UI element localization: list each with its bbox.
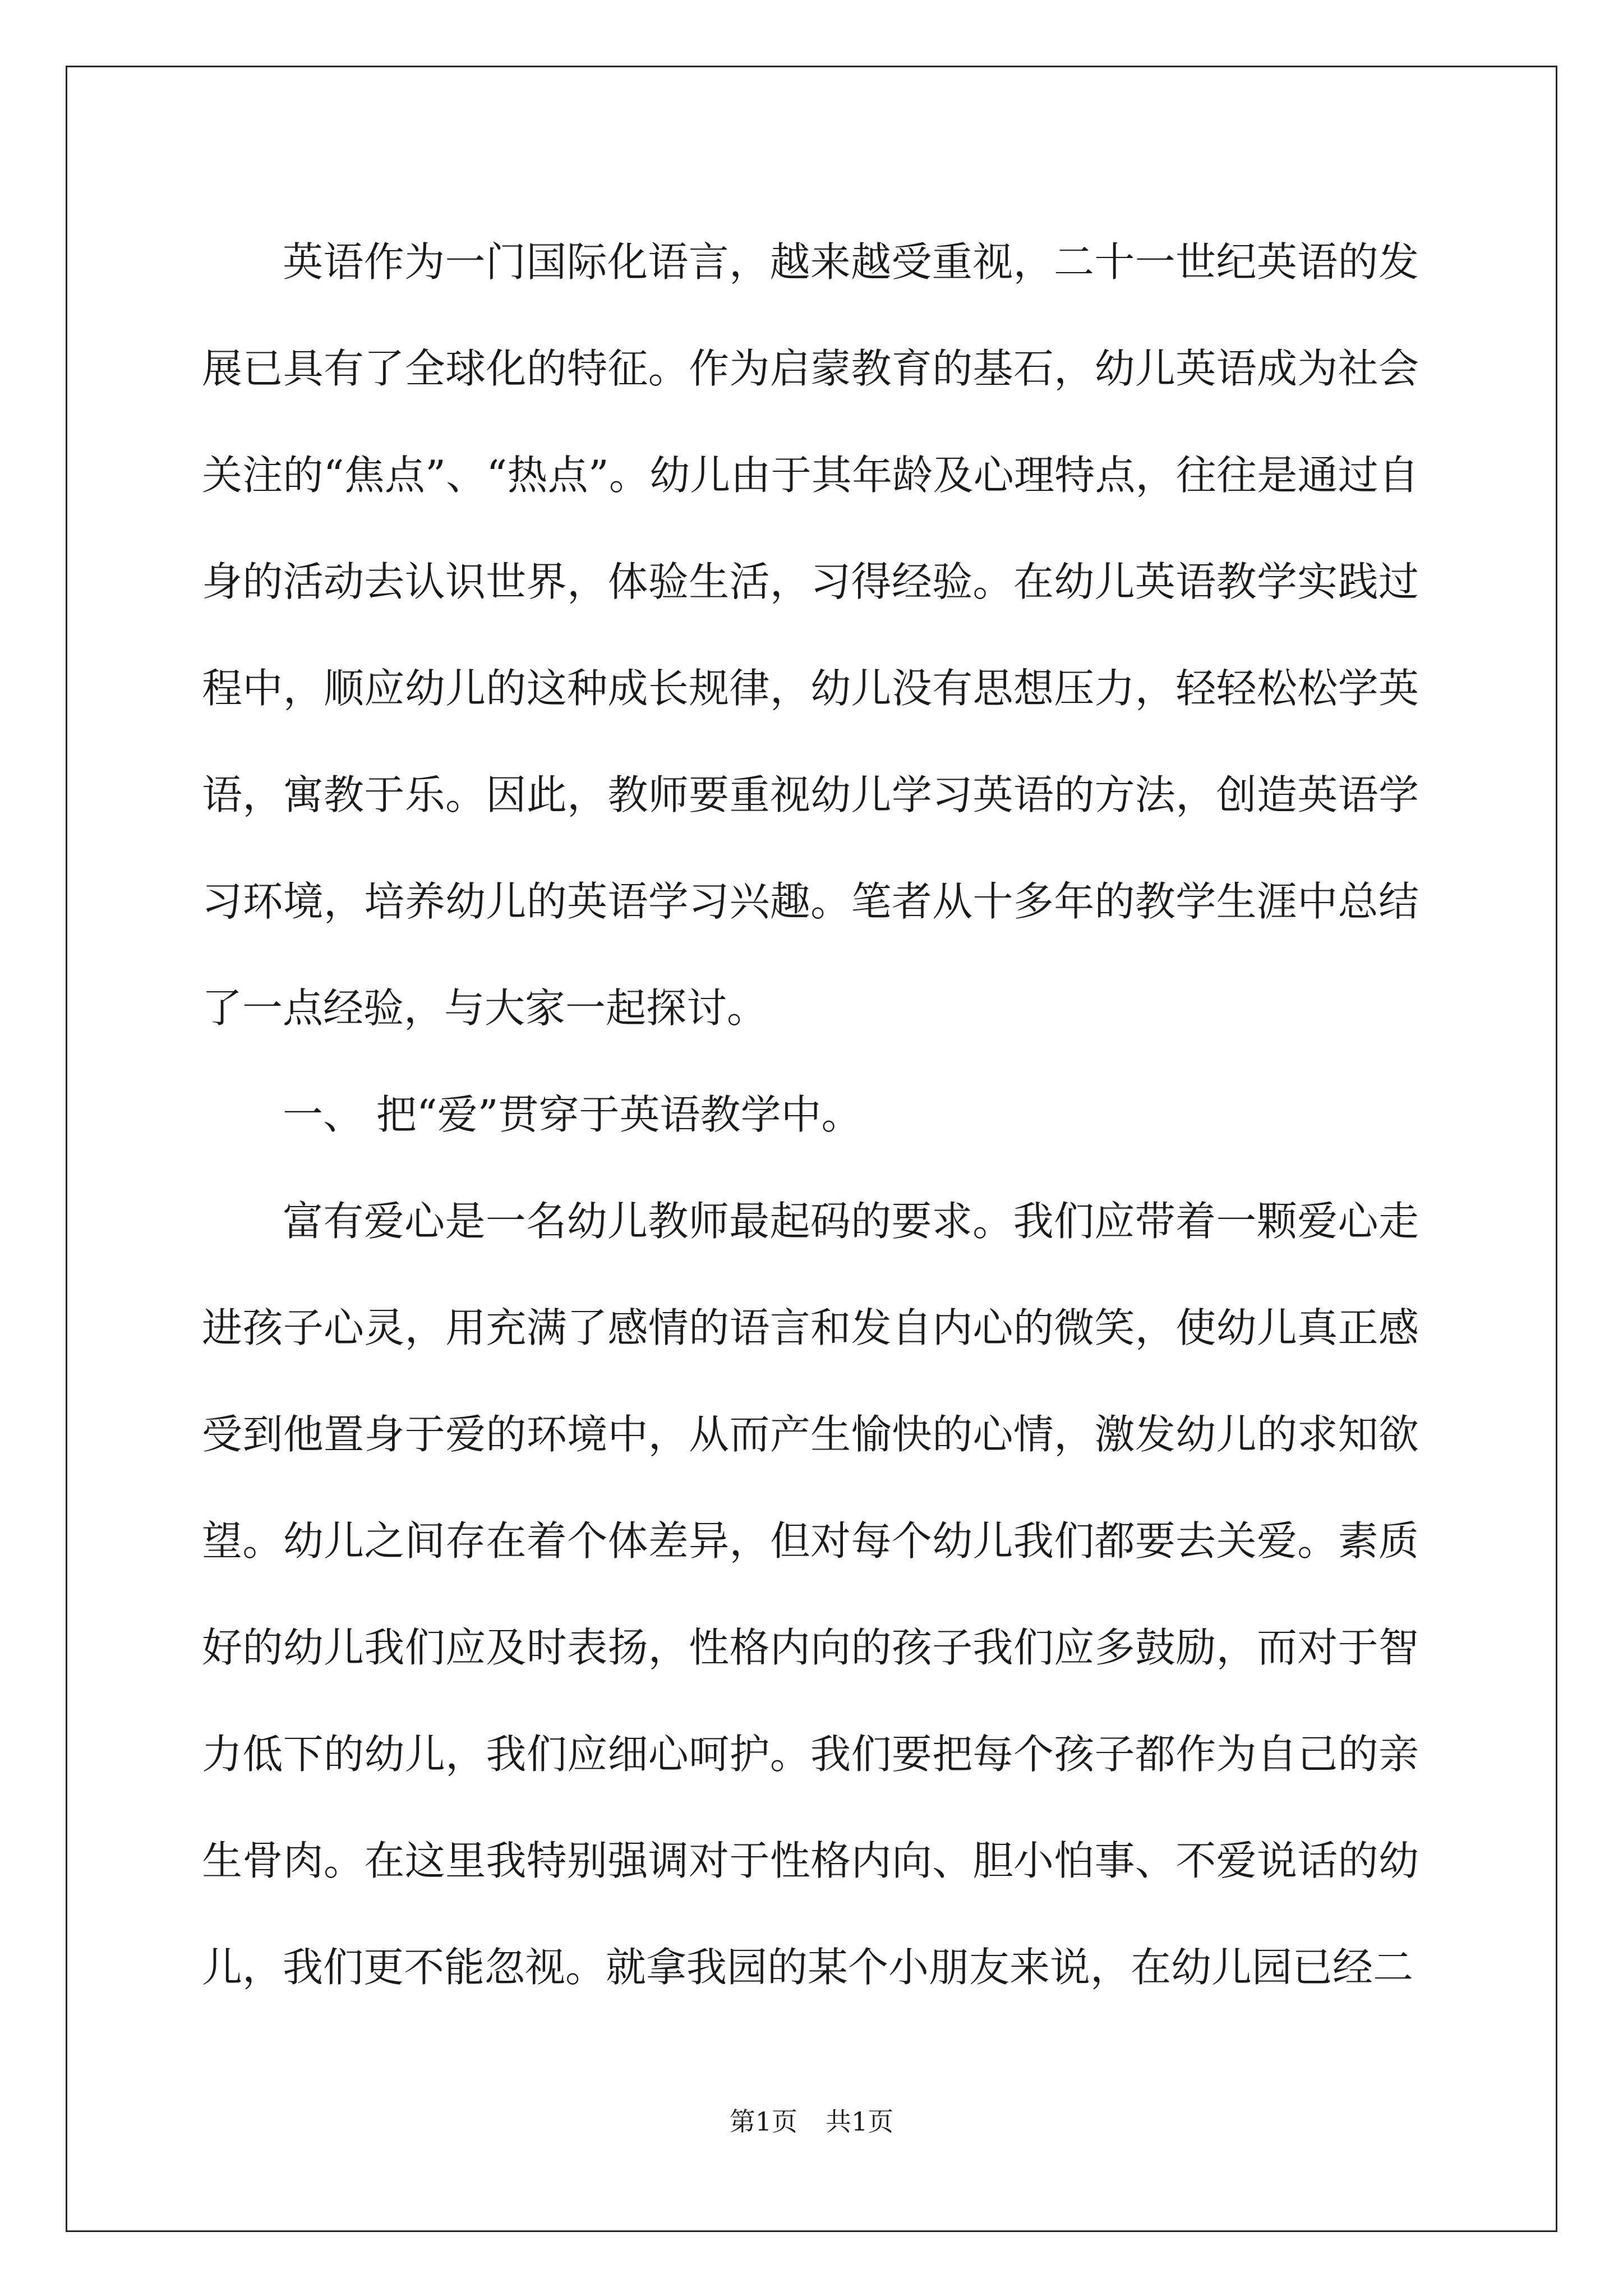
paragraph-intro: 英语作为一门国际化语言，越来越受重视，二十一世纪英语的发展已具有了全球化的特征。作为启蒙教育的基石，幼儿英语成为社会关注的“焦点”、“热点”。幼儿由于其年龄及心理特点，往往是通过自身的活动去认识世界，体验生活，习得经验。在幼儿英语教学实践过程中，顺应幼儿的这种成长规律，幼儿没有思想压力，轻轻松松学英语，寓教于乐。因此，教师要重视幼儿学习英语的方法，创造英语学习环境，培养幼儿的英语学习兴趣。笔者从十多年的教学生涯中总结了一点经验，与大家一起探讨。 [202, 238, 1419, 1032]
section-heading: 一、 把“爱”贯穿于英语教学中。 [283, 1091, 862, 1138]
paragraph-love: 富有爱心是一名幼儿教师最起码的要求。我们应带着一颗爱心走进孩子心灵，用充满了感情的语言和发自内心的微笑，使幼儿真正感受到他置身于爱的环境中，从而产生愉快的心情，激发幼儿的求知欲望。幼儿之间存在着个体差异，但对每个幼儿我们都要去关爱。素质好的幼儿我们应及时表扬，性格内向的孩子我们应多鼓励，而对于智力低下的幼儿，我们应细心呵护。我们要把每个孩子都作为自己的亲生骨肉。在这里我特别强调对于性格内向、胆小怕事、不爱说话的幼儿，我们更不能忽视。就拿我园的某个小朋友来说，在幼儿园已经二 [202, 1198, 1419, 1991]
page-total: 共1页 [826, 2106, 894, 2137]
page-footer [0, 2105, 1623, 2138]
document-body [202, 209, 1419, 2021]
page-number: 第1页 [729, 2106, 797, 2137]
